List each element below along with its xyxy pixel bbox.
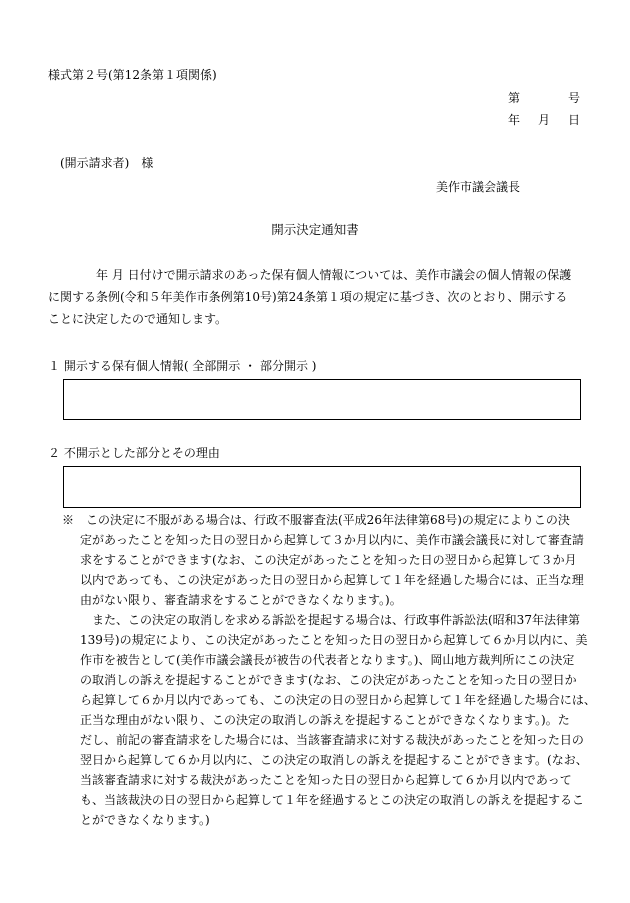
body-paragraph	[48, 264, 608, 330]
note-line: 当該審査請求に対する裁決があったことを知った日の翌日から起算して６か月以内であって	[80, 773, 572, 787]
note-line: 139号)の規定により、この決定があったことを知った日の翌日から起算して６か月以内に、美	[80, 633, 588, 647]
document-date: 年 月 日	[507, 113, 583, 127]
note-line: ら起算して６か月以内であっても、この決定の日の翌日から起算して１年を経過した場合には、	[80, 693, 596, 707]
appeal-notice	[62, 510, 622, 830]
note-line: また、この決定の取消しを求める訴訟を提起する場合は、行政事件訴訟法(昭和37年法律第	[92, 613, 580, 627]
body-line: 年 月 日付けで開示請求のあった保有個人情報については、美作市議会の個人情報の保護	[96, 268, 572, 282]
note-line: 由がない限り、審査請求をすることができなくなります。)。	[80, 593, 402, 607]
body-line: ことに決定したので通知します。	[48, 312, 228, 326]
note-line: の取消しの訴えを提起することができます(なお、この決定があったことを知った日の翌日か	[80, 673, 577, 687]
note-line: 正当な理由がない限り、この決定の取消しの訴えを提起することができなくなります。)。た	[80, 713, 570, 727]
document-number: 第 号	[507, 91, 583, 105]
nondisclosure-reason-box	[63, 466, 581, 508]
note-line: ※ この決定に不服がある場合は、行政不服審査法(平成26年法律第68号)の規定によりこの決	[62, 513, 570, 527]
body-line: に関する条例(令和５年美作市条例第10号)第24条第１項の規定に基づき、次のとおり、開示する	[48, 290, 568, 304]
form-number: 様式第２号(第12条第１項関係)	[48, 68, 217, 82]
note-line: 作市を被告として(美作市議会議長が被告の代表者となります。)、岡山地方裁判所にこの決定	[80, 653, 575, 667]
note-line: だし、前記の審査請求をした場合には、当該審査請求に対する裁決があったことを知った日の	[80, 733, 584, 747]
document-title: 開示決定通知書	[271, 222, 359, 237]
note-line: とができなくなります。)	[80, 813, 210, 827]
section2-heading: ２ 不開示とした部分とその理由	[48, 446, 220, 460]
section1-heading: １ 開示する保有個人情報( 全部開示 ・ 部分開示 )	[48, 359, 317, 373]
note-line: 翌日から起算して６か月以内に、この決定の取消しの訴えを提起することができます。(なお、	[80, 753, 588, 767]
note-line: 定があったことを知った日の翌日から起算して３か月以内に、美作市議会議長に対して審査請	[80, 533, 584, 547]
note-line: 求をすることができます(なお、この決定があったことを知った日の翌日から起算して３か月	[80, 553, 577, 567]
issuer-name: 美作市議会議長	[436, 180, 521, 194]
requester-addressee: (開示請求者) 様	[60, 156, 154, 170]
note-line: 以内であっても、この決定があった日の翌日から起算して１年を経過した場合には、正当な理	[80, 573, 584, 587]
note-line: も、当該裁決の日の翌日から起算して１年を経過するとこの決定の取消しの訴えを提起するこ	[80, 793, 585, 807]
disclosed-info-box	[63, 379, 581, 420]
